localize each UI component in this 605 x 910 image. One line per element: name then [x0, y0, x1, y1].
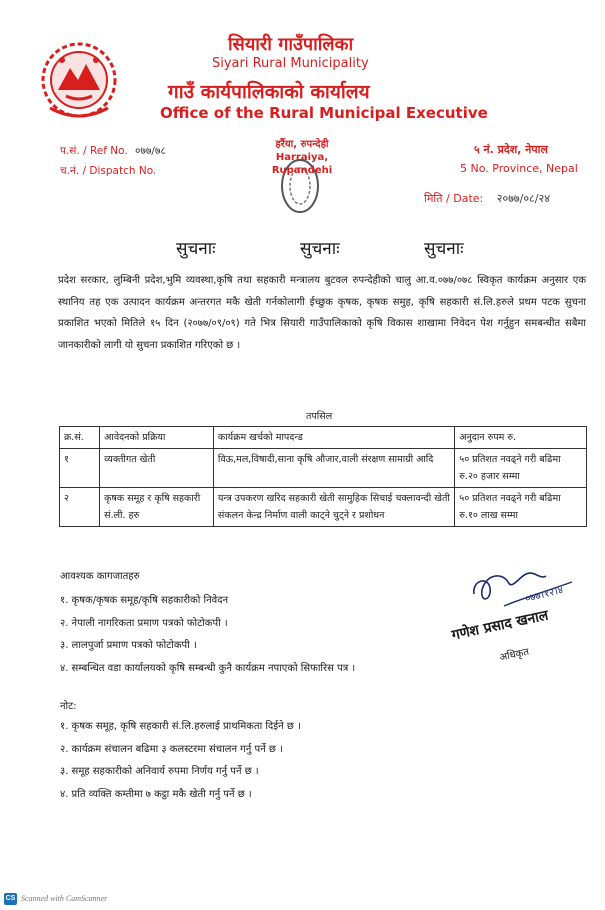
table-cell-sn: २ — [60, 488, 100, 527]
seal-text — [252, 138, 352, 177]
notice-heading: सुचनाः — [300, 239, 340, 259]
table-cell-process: व्यक्तीगत खेती — [100, 449, 214, 488]
date-label: मिति / Date: — [424, 192, 484, 205]
required-docs-title: आवश्यक कागजातहरु — [60, 571, 140, 582]
schedule-table — [59, 426, 587, 527]
list-item: १. कृषक समूह, कृषि सहकारी सं.लि.हरुलाई प्राथमिकता दिईने छ । — [60, 721, 301, 732]
nepal-emblem-icon — [40, 40, 118, 122]
table-header-cell: क्र.सं. — [60, 427, 100, 449]
table-row — [60, 449, 587, 488]
table-cell-sn: १ — [60, 449, 100, 488]
handwritten-signature — [468, 560, 578, 612]
office-name-english: Office of the Rural Municipal Executive — [160, 104, 488, 122]
ref-value: ०७७/७८ — [135, 145, 166, 157]
list-item: ४. सम्बन्धित वडा कार्यालयको कृषि सम्बन्धी कुनै कार्यक्रम नपाएको सिफारिस पत्र । — [60, 662, 356, 674]
notes-title: नोट: — [60, 701, 77, 712]
table-cell-process: कृषक समूह र कृषि सहकारी सं.ली. हरु — [100, 488, 214, 527]
ref-label: प.सं. / Ref No. — [60, 145, 128, 157]
notice-heading: सुचनाः — [424, 239, 464, 259]
municipality-name-nepali: सियारी गाउँपालिका — [228, 34, 354, 55]
signatory-name: गणेश प्रसाद खनाल — [450, 607, 550, 644]
list-item: ३. समूह सहकारीको अनिवार्य रुपमा निर्णय गर्नु पर्ने छ । — [60, 766, 259, 777]
table-cell-grant: ५० प्रतिशत नवढ्ने गरी बढिमा रु.२० हजार सम्मा — [455, 449, 587, 488]
notice-paragraph: प्रदेश सरकार, लुम्बिनी प्रदेश,भुमि व्यवस्था,कृषि तथा सहकारी मन्त्रालय बुटवल रुपन्देहीको चालु आ.व.०७७/०७८ स्विकृत कार्यक्रम अनुसार एक स्थानिय तह एक उत्पादन कार्यक्रम अन्तरगत मकै खेती गर्नकोलागी ईच्छुक कृषक, कृषक समुह, कृषि सहकारी सं.लि.हरुले प्रथम पटक सुचना प्रकाशित भएको मितिले १५ दिन (२०७७/०९/०९) गते भित्र सियारी गाउँपालिकाको कृषि विकास शाखामा निवेदन पेश गर्नुहुन समबन्धीत सबैमा जानकारीको लागी यो सुचना प्रकाशित गरिएको छ । — [58, 275, 586, 351]
table-header-cell: कार्यक्रम खर्चको मापदन्ड — [213, 427, 454, 449]
notice-heading: सुचनाः — [176, 239, 216, 259]
list-item: ४. प्रति व्यक्ति कम्तीमा ७ कट्ठा मकै खेती गर्नु पर्ने छ । — [60, 788, 252, 800]
ref-number — [60, 144, 166, 158]
signatory-role: अधिकृत — [498, 646, 531, 664]
table-header-row — [60, 427, 587, 449]
table-caption: तपसिल — [306, 411, 333, 422]
notes-list — [60, 716, 301, 806]
required-docs-list — [60, 590, 355, 680]
seal-line-nepali: हर्रैया, रुपन्देही — [275, 139, 329, 150]
list-item: १. कृषक/कृषक समूह/कृषि सहकारीको निवेदन — [60, 595, 229, 606]
province-english: 5 No. Province, Nepal — [460, 162, 578, 175]
dispatch-label: च.नं. / Dispatch No. — [60, 165, 157, 177]
signature-date: ०७७।१२।४ — [524, 584, 565, 605]
date-line — [424, 191, 550, 206]
table-header-cell: आवेदनको प्रक्रिया — [100, 427, 214, 449]
table-header-cell: अनुदान रुपम रु. — [455, 427, 587, 449]
table-cell-grant: ५० प्रतिशत नवढ्ने गरी बढिमा रु.१० लाख सम्मा — [455, 488, 587, 527]
scanner-watermark: Scanned with CamScanner — [21, 894, 108, 903]
list-item: २. नेपाली नागरिकता प्रमाण पत्रको फोटोकपी । — [60, 617, 228, 629]
table-row — [60, 488, 587, 527]
province-nepali: ५ नं. प्रदेश, नेपाल — [474, 143, 548, 156]
municipality-name-english: Siyari Rural Municipality — [212, 56, 369, 71]
table-cell-criteria: यन्त्र उपकरण खरिद सहकारी खेती सामुहिक सिचाई चक्लावन्दी खेती संकलन केन्द्र निर्माण वाली काट्ने चुट्ने र प्रशोधन — [213, 488, 454, 527]
list-item: ३. लालपुर्जा प्रमाण पत्रको फोटोकपी । — [60, 640, 197, 651]
list-item: २. कार्यक्रम संचालन बढिमा ३ कलस्टरमा संचालन गर्नु पर्ने छ । — [60, 743, 283, 755]
camscanner-logo-icon: CS — [4, 893, 17, 905]
table-cell-criteria: विऊ,मल,विषादी,साना कृषि औजार,वाली संरक्षण सामाग्री आदि — [213, 449, 454, 488]
date-value: २०७७/०८/२४ — [496, 192, 550, 205]
office-name-nepali: गाउँ कार्यपालिकाको कार्यालय — [168, 81, 370, 103]
seal-line-english: Harraiya, Rupandehi — [271, 152, 333, 176]
